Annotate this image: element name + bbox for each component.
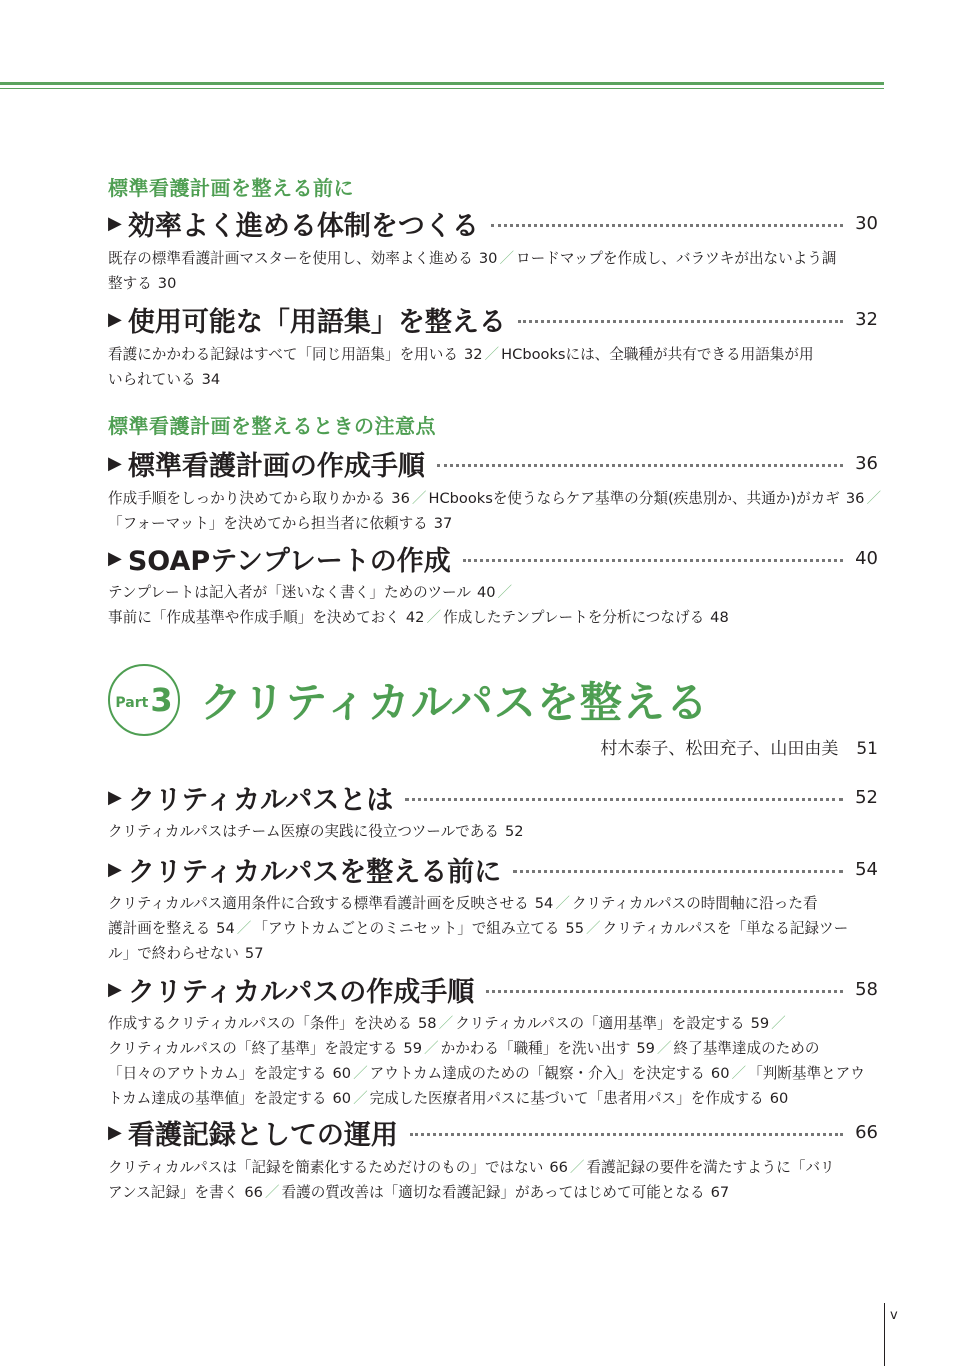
- part-title: クリティカルパスを整える: [200, 678, 709, 727]
- dot-leader: [491, 224, 843, 227]
- entry-page-number: 32: [855, 308, 878, 330]
- desc-line: テンプレートは記入者が「迷いなく書く」ためのツール 40 ／: [108, 584, 513, 601]
- entry-page-number: 30: [855, 212, 878, 234]
- slash-separator: ／: [771, 1015, 786, 1032]
- entry-description: [108, 246, 888, 296]
- entry-description: [108, 819, 888, 844]
- folio-rule: [884, 1303, 885, 1366]
- entry-description: [108, 580, 888, 630]
- slash-separator: ／: [484, 346, 500, 363]
- triangle-bullet-icon: ▶: [108, 786, 122, 808]
- dot-leader: [513, 870, 843, 873]
- toc-entry-title[interactable]: [108, 446, 878, 480]
- desc-line: ル」で終わらせない 57: [108, 945, 264, 962]
- slash-separator: ／: [423, 1040, 439, 1057]
- desc-line: 「日々のアウトカム」を設定する 60 ／ アウトカム達成のための「観察・介入」を決定する 60 ／ 「判断基準とアウ: [108, 1065, 865, 1082]
- desc-line: クリティカルパスはチーム医療の実践に役立つツールである 52: [108, 823, 524, 840]
- desc-line: クリティカルパスの「終了基準」を設定する 59 ／ かかわる「職種」を洗い出す 59 ／ 終了基準達成のための: [108, 1040, 820, 1057]
- slash-separator: ／: [353, 1090, 368, 1107]
- toc-entry-title[interactable]: [108, 1115, 878, 1149]
- entry-title-text: 標準看護計画の作成手順: [127, 450, 425, 482]
- part-word: Part: [115, 695, 149, 711]
- entry-description: [108, 891, 888, 966]
- slash-separator: ／: [731, 1065, 747, 1082]
- toc-entry-title[interactable]: [108, 206, 878, 240]
- slash-separator: ／: [656, 1040, 672, 1057]
- section-heading-1: 標準看護計画を整える前に: [108, 176, 354, 200]
- triangle-bullet-icon: ▶: [108, 452, 122, 474]
- dot-leader: [410, 1133, 843, 1136]
- desc-line: 作成手順をしっかり決めてから取りかかる 36 ／ HCbooksを使うならケア基準の分類(疾患別か、共通か)がカギ 36 ／: [108, 490, 882, 507]
- entry-title-text: クリティカルパスの作成手順: [127, 976, 475, 1008]
- desc-line: 事前に「作成基準や作成手順」を決めておく 42 ／ 作成したテンプレートを分析につなげる 48: [108, 609, 729, 626]
- entry-description: [108, 342, 888, 392]
- top-rule: [0, 82, 884, 85]
- dot-leader: [437, 464, 843, 467]
- triangle-bullet-icon: ▶: [108, 978, 122, 1000]
- entry-page-number: 58: [855, 978, 878, 1000]
- slash-separator: ／: [569, 1159, 585, 1176]
- part-number-badge: [108, 664, 180, 736]
- desc-line: 「フォーマット」を決めてから担当者に依頼する 37: [108, 515, 453, 532]
- slash-separator: ／: [264, 1184, 280, 1201]
- entry-title-text: 看護記録としての運用: [127, 1119, 398, 1151]
- slash-separator: ／: [236, 920, 252, 937]
- entry-title-text: クリティカルパスを整える前に: [127, 856, 502, 888]
- dot-leader: [518, 320, 843, 323]
- triangle-bullet-icon: ▶: [108, 1121, 122, 1143]
- authors-names: 村木泰子、松田充子、山田由美: [600, 739, 839, 759]
- entry-page-number: 54: [855, 858, 878, 880]
- dot-leader: [463, 559, 843, 562]
- dot-leader: [405, 798, 843, 801]
- slash-separator: ／: [353, 1065, 368, 1082]
- entry-title-text: SOAPテンプレートの作成: [127, 545, 451, 577]
- slash-separator: ／: [866, 490, 882, 507]
- toc-entry-title[interactable]: [108, 780, 878, 814]
- slash-separator: ／: [438, 1015, 454, 1032]
- triangle-bullet-icon: ▶: [108, 308, 122, 330]
- entry-description: [108, 1011, 888, 1111]
- desc-line: 看護にかかわる記録はすべて「同じ用語集」を用いる 32 ／ HCbooksには、全職種が共有できる用語集が用: [108, 346, 814, 363]
- desc-line: 護計画を整える 54 ／ 「アウトカムごとのミニセット」で組み立てる 55 ／ クリティカルパスを「単なる記録ツー: [108, 920, 849, 937]
- desc-line: 作成するクリティカルパスの「条件」を決める 58 ／ クリティカルパスの「適用基準」を設定する 59 ／: [108, 1015, 786, 1032]
- desc-line: クリティカルパスは「記録を簡素化するためだけのもの」ではない 66 ／ 看護記録の要件を満たすように「バリ: [108, 1159, 835, 1176]
- slash-separator: ／: [426, 609, 442, 626]
- page-folio: v: [890, 1308, 898, 1323]
- section-heading-2: 標準看護計画を整えるときの注意点: [108, 414, 436, 438]
- entry-page-number: 52: [855, 786, 878, 808]
- desc-line: トカム達成の基準値」を設定する 60 ／ 完成した医療者用パスに基づいて「患者用パス」を作成する 60: [108, 1090, 789, 1107]
- desc-line: クリティカルパス適用条件に合致する標準看護計画を反映させる 54 ／ クリティカルパスの時間軸に沿った看: [108, 895, 818, 912]
- entry-title-text: クリティカルパスとは: [127, 784, 394, 816]
- slash-separator: ／: [499, 250, 515, 267]
- triangle-bullet-icon: ▶: [108, 858, 122, 880]
- triangle-bullet-icon: ▶: [108, 547, 122, 569]
- part-authors: [600, 734, 878, 759]
- desc-line: アンス記録」を書く 66 ／ 看護の質改善は「適切な看護記録」があってはじめて可能となる 67: [108, 1184, 730, 1201]
- entry-page-number: 36: [855, 452, 878, 474]
- slash-separator: ／: [585, 920, 601, 937]
- desc-line: 既存の標準看護計画マスターを使用し、効率よく進める 30 ／ ロードマップを作成し、バラツキが出ないよう調: [108, 250, 837, 267]
- part-number: 3: [150, 681, 173, 719]
- desc-line: いられている 34: [108, 371, 221, 388]
- entry-page-number: 40: [855, 547, 878, 569]
- toc-entry-title[interactable]: [108, 541, 878, 575]
- entry-title-text: 使用可能な「用語集」を整える: [127, 306, 506, 338]
- entry-page-number: 66: [855, 1121, 878, 1143]
- top-rule-thin: [0, 88, 884, 89]
- toc-entry-title[interactable]: [108, 972, 878, 1006]
- toc-entry-title[interactable]: [108, 852, 878, 886]
- slash-separator: ／: [555, 895, 570, 912]
- toc-entry-title[interactable]: [108, 302, 878, 336]
- desc-line: 整する 30: [108, 275, 177, 292]
- entry-title-text: 効率よく進める体制をつくる: [127, 210, 479, 242]
- triangle-bullet-icon: ▶: [108, 212, 122, 234]
- entry-description: [108, 486, 888, 536]
- slash-separator: ／: [411, 490, 427, 507]
- slash-separator: ／: [497, 584, 513, 601]
- entry-description: [108, 1155, 888, 1205]
- dot-leader: [486, 990, 843, 993]
- authors-page: 51: [856, 739, 878, 759]
